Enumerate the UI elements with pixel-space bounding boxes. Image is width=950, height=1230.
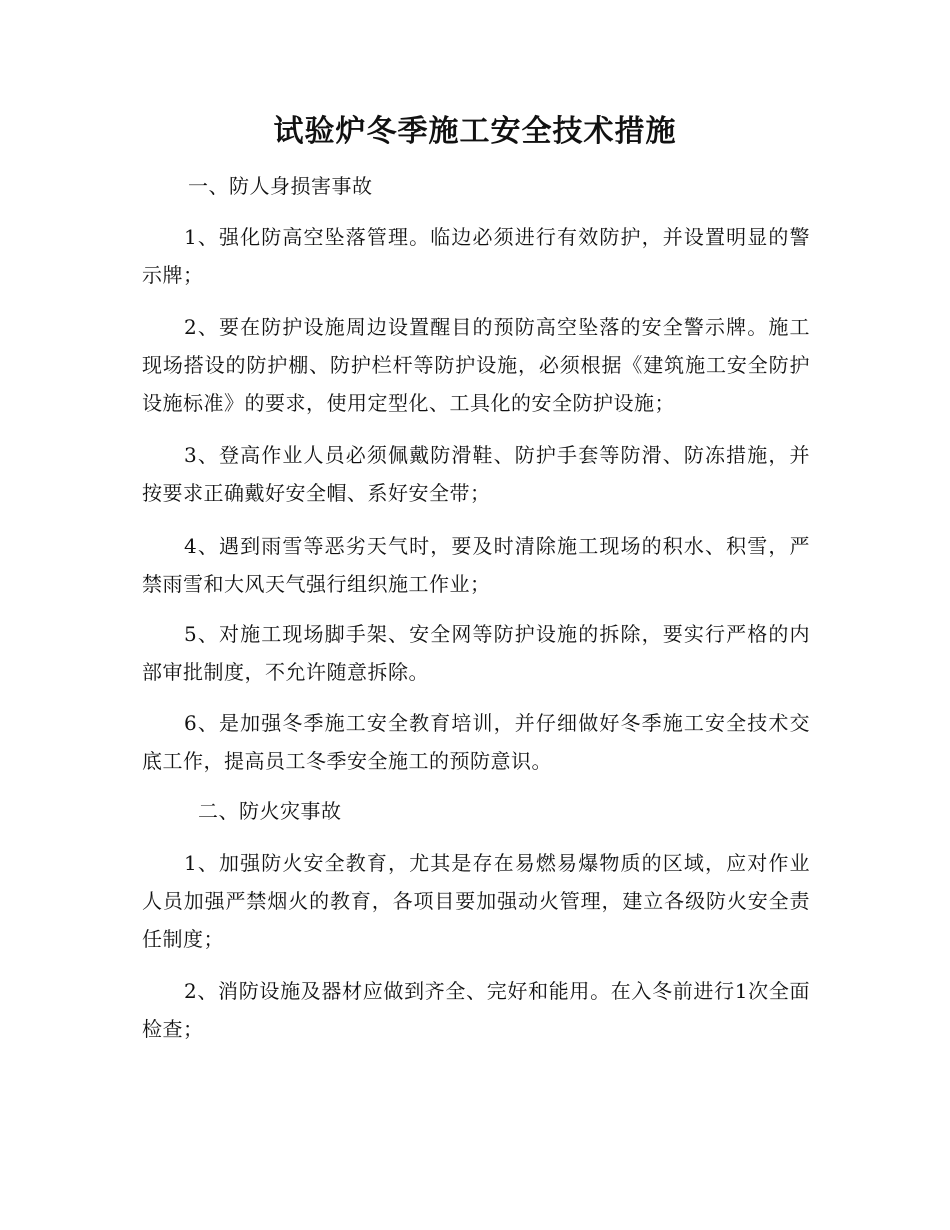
paragraph-1-1: 1、强化防高空坠落管理。临边必须进行有效防护，并设置明显的警示牌； bbox=[142, 225, 810, 287]
paragraph-2-1: 1、加强防火安全教育，尤其是存在易燃易爆物质的区域，应对作业人员加强严禁烟火的教育，各项目要加强动火管理，建立各级防火安全责任制度； bbox=[142, 851, 810, 951]
paragraph-1-3: 3、登高作业人员必须佩戴防滑鞋、防护手套等防滑、防冻措施，并按要求正确戴好安全帽、系好安全带； bbox=[142, 443, 810, 505]
paragraph-1-4: 4、遇到雨雪等恶劣天气时，要及时清除施工现场的积水、积雪，严禁雨雪和大风天气强行组织施工作业； bbox=[142, 534, 810, 596]
paragraph-1-5: 5、对施工现场脚手架、安全网等防护设施的拆除，要实行严格的内部审批制度，不允许随意拆除。 bbox=[142, 622, 810, 684]
section-heading-personal-injury: 一、防人身损害事故 bbox=[188, 174, 373, 198]
paragraph-1-2: 2、要在防护设施周边设置醒目的预防高空坠落的安全警示牌。施工现场搭设的防护棚、防护栏杆等防护设施，必须根据《建筑施工安全防护设施标准》的要求，使用定型化、工具化的安全防护设施； bbox=[142, 315, 810, 415]
paragraph-2-2: 2、消防设施及器材应做到齐全、完好和能用。在入冬前进行1次全面检查； bbox=[142, 979, 810, 1041]
paragraph-1-6: 6、是加强冬季施工安全教育培训，并仔细做好冬季施工安全技术交底工作，提高员工冬季安全施工的预防意识。 bbox=[142, 711, 810, 773]
section-heading-fire-accident: 二、防火灾事故 bbox=[198, 799, 342, 823]
page-title: 试验炉冬季施工安全技术措施 bbox=[273, 114, 677, 149]
